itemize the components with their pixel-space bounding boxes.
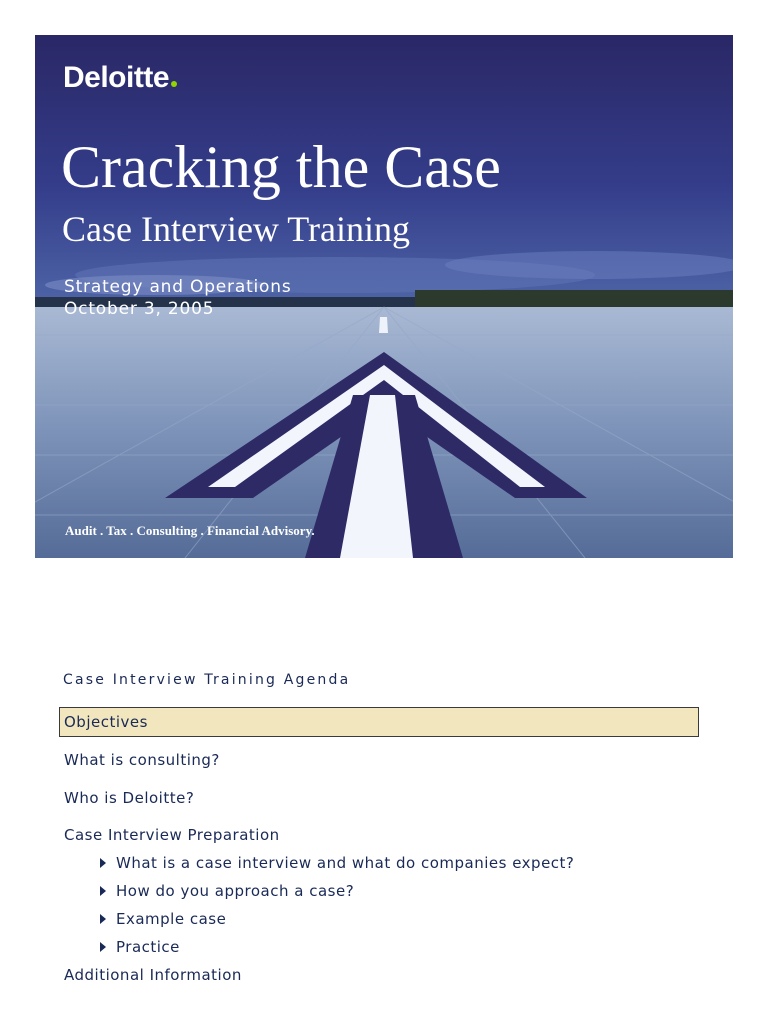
logo-dot-icon (171, 81, 177, 87)
triangle-right-icon (100, 858, 106, 868)
presentation-meta (64, 276, 292, 320)
agenda-item-preparation: Case Interview Preparation (64, 826, 280, 844)
agenda-item-objectives: Objectives (64, 713, 148, 731)
agenda-subitem: What is a case interview and what do companies expect? (100, 854, 574, 872)
agenda-item-consulting: What is consulting? (64, 751, 220, 769)
agenda-heading: Case Interview Training Agenda (63, 672, 351, 688)
agenda-highlight-box (59, 707, 699, 737)
presentation-subtitle: Case Interview Training (62, 209, 410, 249)
agenda-item-deloitte: Who is Deloitte? (64, 789, 195, 807)
presentation-date: October 3, 2005 (64, 299, 215, 319)
services-tagline: Audit . Tax . Consulting . Financial Advisory. (65, 523, 315, 538)
deloitte-logo: Deloitte (63, 61, 177, 95)
triangle-right-icon (100, 942, 106, 952)
agenda-subitem: Example case (100, 910, 226, 928)
triangle-right-icon (100, 914, 106, 924)
triangle-right-icon (100, 886, 106, 896)
cover-slide (35, 35, 733, 558)
agenda-subitem: Practice (100, 938, 180, 956)
department-label: Strategy and Operations (64, 277, 292, 297)
agenda-item-additional-info: Additional Information (64, 966, 242, 984)
presentation-title: Cracking the Case (61, 134, 501, 200)
agenda-subitem: How do you approach a case? (100, 882, 354, 900)
